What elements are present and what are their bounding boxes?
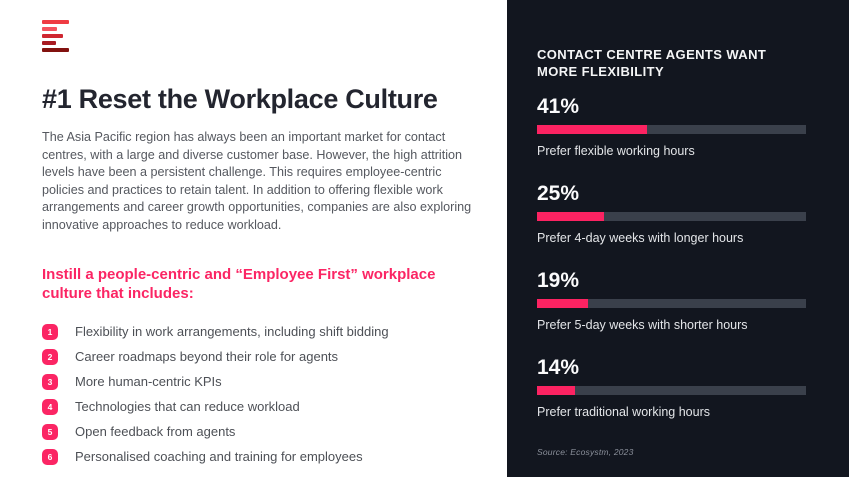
stat-percentage: 14% [537,356,580,379]
logo-bar [42,27,57,31]
section-subheading: Instill a people-centric and “Employee First” workplace culture that includes: [42,266,436,302]
list-item [42,324,507,340]
list-number-badge: 4 [42,399,58,415]
logo-bar [42,41,56,45]
logo-bar [42,34,63,38]
list-item [42,424,507,440]
stat-bar-track [537,212,806,221]
list-item [42,349,507,365]
panel-title: CONTACT CENTRE AGENTS WANT MORE FLEXIBILITY [537,47,767,79]
stat-bar-fill [537,125,647,134]
stat-label: Prefer 4-day weeks with longer hours [537,231,744,245]
list-item [42,449,507,465]
stat-group [537,355,806,420]
logo-bar [42,48,69,52]
list-item-text: Flexibility in work arrangements, including shift bidding [75,324,389,339]
stat-bar-fill [537,212,604,221]
list-item [42,399,507,415]
list-number-badge: 2 [42,349,58,365]
stat-label: Prefer traditional working hours [537,405,710,419]
stat-bar-fill [537,386,575,395]
list-number-badge: 3 [42,374,58,390]
stats-panel [507,0,849,477]
list-item-text: Personalised coaching and training for employees [75,449,363,464]
logo-bar [42,20,69,24]
stat-bar-fill [537,299,588,308]
stat-bar-track [537,386,806,395]
list-item-text: More human-centric KPIs [75,374,222,389]
stat-label: Prefer 5-day weeks with shorter hours [537,318,748,332]
stat-percentage: 41% [537,95,580,118]
intro-paragraph: The Asia Pacific region has always been an important market for contact centres, with a large and diverse customer base. However, the high attrition levels have been a persistent challenge. This requires employee-centric policies and practices to retain talent. In addition to offering flexible work arrangements and career growth opportunities, companies are also exploring innovative approaches to reduce workload. [42,130,472,232]
numbered-list [42,324,507,465]
stat-group [537,268,806,333]
stat-label: Prefer flexible working hours [537,144,695,158]
stat-group [537,94,806,159]
stat-group [537,181,806,246]
stat-percentage: 25% [537,182,580,205]
list-number-badge: 1 [42,324,58,340]
source-note: Source: Ecosystm, 2023 [537,447,634,457]
list-item-text: Technologies that can reduce workload [75,399,300,414]
list-number-badge: 6 [42,449,58,465]
list-item-text: Open feedback from agents [75,424,236,439]
stat-bar-track [537,125,806,134]
stat-bar-track [537,299,806,308]
stat-percentage: 19% [537,269,580,292]
ecosystm-logo [42,20,507,53]
list-number-badge: 5 [42,424,58,440]
list-item-text: Career roadmaps beyond their role for agents [75,349,339,364]
list-item [42,374,507,390]
page-title: #1 Reset the Workplace Culture [42,84,438,114]
